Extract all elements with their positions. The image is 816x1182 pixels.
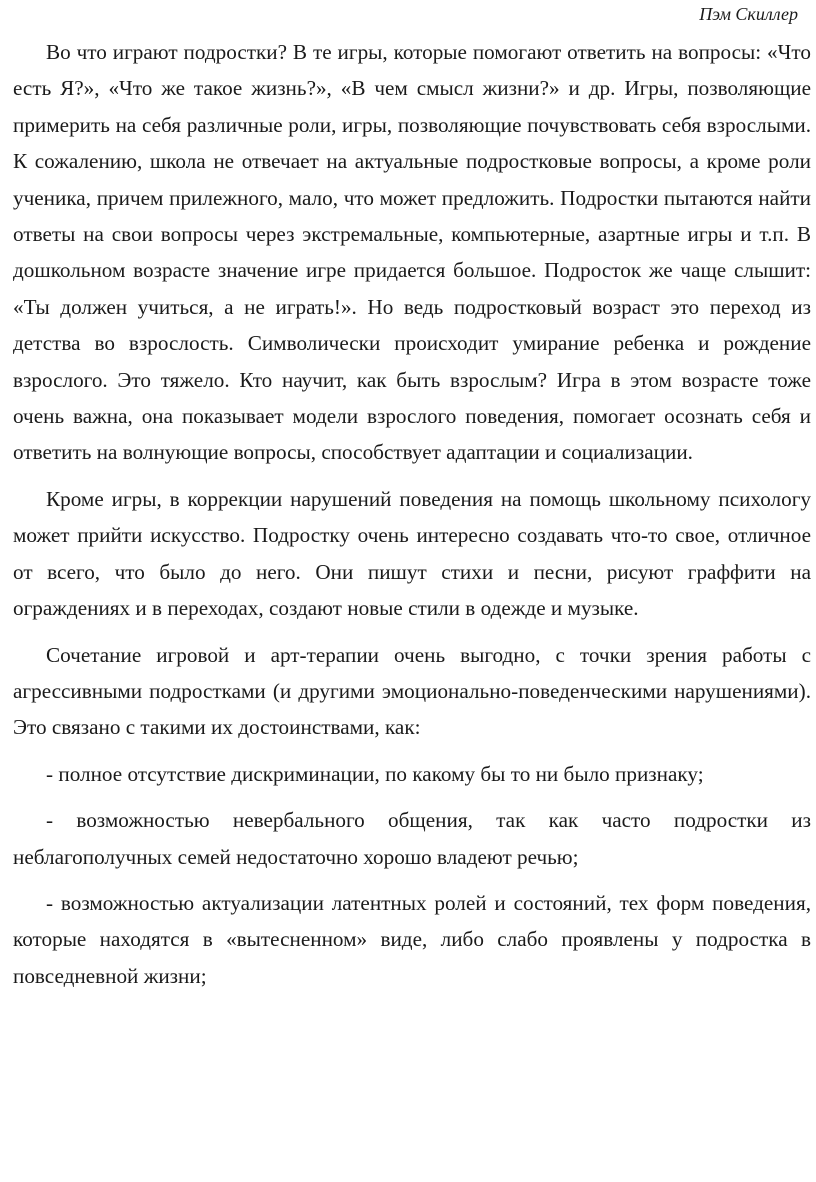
paragraph-art: Кроме игры, в коррекции нарушений поведения на помощь школьному психологу может прийти искусство. Подростку очень интересно создавать что-то свое, отличное от всего, что было до него. Они пишут стихи и песни, рисуют граффити на ограждениях и в переходах, создают новые стили в одежде и музыке. bbox=[13, 486, 811, 621]
list-item: - полное отсутствие дискриминации, по какому бы то ни было признаку; bbox=[46, 761, 704, 786]
paragraph-combination: Сочетание игровой и арт-терапии очень выгодно, с точки зрения работы с агрессивными подростками (и другими эмоционально-поведенческими нарушениями). Это связано с такими их достоинствами, как: bbox=[13, 642, 811, 740]
paragraph-games: Во что играют подростки? В те игры, которые помогают ответить на вопросы: «Что есть Я?», «Что же такое жизнь?», «В чем смысл жизни?» и др. Игры, позволяющие примерить на себя различные роли, игры, позволяющие почувствовать себя взрослыми. К сожалению, школа не отвечает на актуальные подростковые вопросы, а кроме роли ученика, причем прилежного, мало, что может предложить. Подростки пытаются найти ответы на свои вопросы через экстремальные, компьютерные, азартные игры и т.п. В дошкольном возрасте значение игре придается большое. Подросток же чаще слышит: «Ты должен учиться, а не играть!». Но ведь подростковый возраст это переход из детства во взрослость. Символически происходит умирание ребенка и рождение взрослого. Это тяжело. Кто научит, как быть взрослым? Игра в этом возрасте тоже очень важна, она показывает модели взрослого поведения, помогает осознать себя и ответить на волнующие вопросы, способствует адаптации и социализации. bbox=[13, 40, 811, 465]
page-header-author: Пэм Скиллер bbox=[699, 4, 798, 24]
list-item: - возможностью актуализации латентных ролей и состояний, тех форм поведения, которые находятся в «вытесненном» виде, либо слабо проявлены у подростка в повседневной жизни; bbox=[13, 890, 811, 988]
document-body bbox=[13, 34, 811, 1004]
list-item: - возможностью невербального общения, так как часто подростки из неблагополучных семей недостаточно хорошо владеют речью; bbox=[13, 808, 811, 869]
